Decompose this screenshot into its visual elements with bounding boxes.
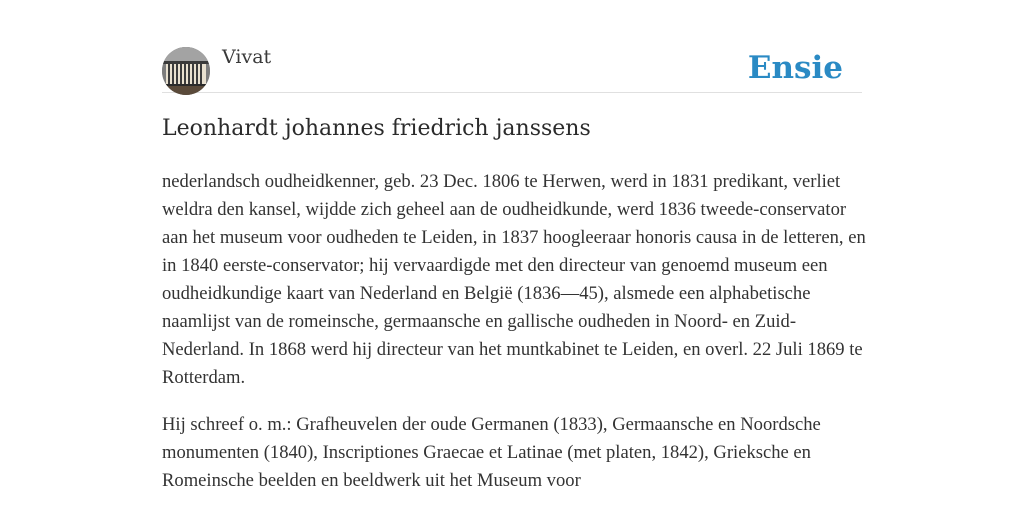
bookshelf-avatar-icon <box>162 47 210 95</box>
article-paragraph: Hij schreef o. m.: Grafheuvelen der oude Germanen (1833), Germaansche en Noordsche monumenten (1840), Inscriptiones Graecae et Latinae (met platen, 1842), Grieksche en Romeinsche beelden en beeldwerk uit het Museum voor <box>162 414 821 491</box>
author-name[interactable]: Vivat <box>222 46 272 68</box>
article-title: Leonhardt johannes friedrich janssens <box>162 116 591 141</box>
article-body <box>162 168 874 512</box>
article-paragraph: nederlandsch oudheidkenner, geb. 23 Dec. 1806 te Herwen, werd in 1831 predikant, verliet weldra den kansel, wijdde zich geheel aan de oudheidkunde, werd 1836 tweede-conservator aan het museum voor oudheden te Leiden, in 1837 hoogleeraar honoris causa in de letteren, en in 1840 eerste-conservator; hij vervaardigde met den directeur van genoemd museum een oudheidkundige kaart van Nederland en België (1836—45), alsmede een alphabetische naamlijst van de romeinsche, germaansche en gallische oudheden in Noord- en Zuid-Nederland. In 1868 werd hij directeur van het muntkabinet te Leiden, en overl. 22 Juli 1869 te Rotterdam. <box>162 171 866 388</box>
page-container <box>162 0 866 491</box>
header <box>162 0 862 93</box>
author-avatar[interactable] <box>162 47 210 95</box>
brand-logo[interactable]: Ensie <box>747 50 843 86</box>
